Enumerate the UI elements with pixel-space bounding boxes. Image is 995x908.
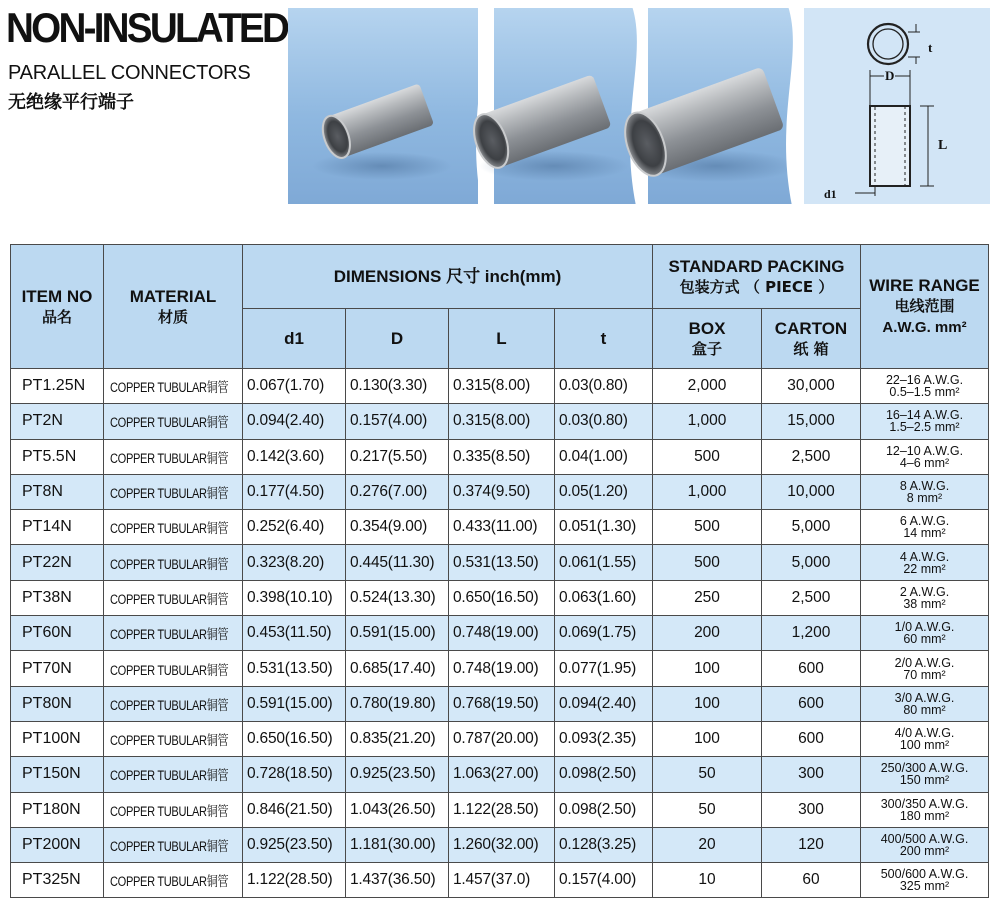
header-wire-unit: A.W.G. mm² [882, 319, 967, 336]
wire-mm2: 100 mm² [899, 738, 950, 753]
cell-box: 500 [653, 510, 762, 545]
cell-material-text: COPPER TUBULAR铜管 [110, 733, 229, 749]
cell-material-text: COPPER TUBULAR铜管 [110, 415, 229, 431]
cell-t: 0.077(1.95) [555, 651, 653, 686]
wire-awg: 400/500 A.W.G. [880, 832, 969, 846]
product-banner [286, 6, 992, 206]
cell-carton: 300 [762, 757, 861, 792]
cell-material [104, 651, 243, 686]
cell-material-text: COPPER TUBULAR铜管 [110, 627, 229, 643]
table-row [11, 827, 989, 862]
cell-material-text: COPPER TUBULAR铜管 [110, 450, 229, 466]
header-carton-label: CARTON [774, 318, 848, 338]
cell-D: 0.157(4.00) [346, 404, 449, 439]
cell-material-text: COPPER TUBULAR铜管 [110, 521, 229, 537]
cell-material-text: COPPER TUBULAR铜管 [110, 768, 229, 784]
cell-box: 100 [653, 686, 762, 721]
cell-wire-range [861, 757, 989, 792]
cell-item-no: PT150N [11, 757, 104, 792]
wire-awg: 8 A.W.G. [899, 479, 950, 494]
wire-mm2: 4–6 mm² [899, 455, 950, 470]
cell-item-no: PT70N [11, 651, 104, 686]
cell-box: 50 [653, 757, 762, 792]
cell-d1: 0.323(8.20) [243, 545, 346, 580]
page-title: NON-INSULATED [6, 4, 288, 51]
header-t: t [555, 309, 653, 369]
cell-D: 1.043(26.50) [346, 792, 449, 827]
table-row [11, 686, 989, 721]
cell-material [104, 580, 243, 615]
cell-carton: 600 [762, 721, 861, 756]
photo-panel-small [288, 8, 478, 204]
cell-box: 50 [653, 792, 762, 827]
cell-d1: 1.122(28.50) [243, 863, 346, 898]
cell-carton: 5,000 [762, 510, 861, 545]
cell-material [104, 545, 243, 580]
cell-material-text: COPPER TUBULAR铜管 [110, 662, 229, 678]
page-subtitle-cn: 无绝缘平行端子 [8, 92, 134, 113]
cell-wire-range [861, 686, 989, 721]
header-box-label: BOX [688, 318, 726, 338]
header-material-cn: 材质 [157, 307, 188, 326]
cell-carton: 2,500 [762, 439, 861, 474]
cell-d1: 0.067(1.70) [243, 369, 346, 404]
cell-material [104, 686, 243, 721]
cell-box: 100 [653, 651, 762, 686]
cell-D: 0.780(19.80) [346, 686, 449, 721]
cell-carton: 300 [762, 792, 861, 827]
cell-L: 1.457(37.0) [449, 863, 555, 898]
spec-table [10, 244, 989, 898]
wire-awg: 4 A.W.G. [899, 549, 950, 564]
cell-item-no: PT100N [11, 721, 104, 756]
cell-box: 250 [653, 580, 762, 615]
wire-mm2: 0.5–1.5 mm² [889, 385, 960, 400]
cell-t: 0.05(1.20) [555, 474, 653, 509]
cell-box: 1,000 [653, 404, 762, 439]
cell-t: 0.04(1.00) [555, 439, 653, 474]
cell-item-no: PT8N [11, 474, 104, 509]
cell-D: 0.591(15.00) [346, 616, 449, 651]
cell-D: 0.445(11.30) [346, 545, 449, 580]
table-row [11, 757, 989, 792]
page-subtitle: PARALLEL CONNECTORS [8, 62, 251, 84]
wire-mm2: 14 mm² [903, 526, 946, 541]
cell-material [104, 616, 243, 651]
cell-carton: 30,000 [762, 369, 861, 404]
cell-d1: 0.846(21.50) [243, 792, 346, 827]
wire-mm2: 22 mm² [903, 561, 946, 576]
wire-mm2: 150 mm² [899, 773, 950, 788]
cell-box: 10 [653, 863, 762, 898]
header-box [653, 309, 762, 369]
header-L: L [449, 309, 555, 369]
cell-t: 0.03(0.80) [555, 369, 653, 404]
cell-d1: 0.650(16.50) [243, 721, 346, 756]
cell-t: 0.098(2.50) [555, 757, 653, 792]
header-item-no-cn: 品名 [41, 307, 72, 326]
cell-L: 0.748(19.00) [449, 651, 555, 686]
cell-item-no: PT22N [11, 545, 104, 580]
diagram-label-d1: d1 [824, 187, 837, 201]
cell-carton: 600 [762, 686, 861, 721]
cell-box: 500 [653, 545, 762, 580]
cell-L: 1.260(32.00) [449, 827, 555, 862]
cell-wire-range [861, 404, 989, 439]
header-carton [762, 309, 861, 369]
table-row [11, 651, 989, 686]
table-row [11, 369, 989, 404]
table-row [11, 792, 989, 827]
cell-L: 0.315(8.00) [449, 404, 555, 439]
cell-d1: 0.142(3.60) [243, 439, 346, 474]
cell-L: 0.787(20.00) [449, 721, 555, 756]
cell-d1: 0.177(4.50) [243, 474, 346, 509]
cell-D: 0.276(7.00) [346, 474, 449, 509]
header-item-no [11, 245, 104, 369]
cell-d1: 0.252(6.40) [243, 510, 346, 545]
wire-awg: 500/600 A.W.G. [880, 867, 969, 882]
table-row [11, 863, 989, 898]
wire-awg: 16–14 A.W.G. [885, 408, 964, 423]
cell-material [104, 369, 243, 404]
cell-material [104, 474, 243, 509]
cell-t: 0.03(0.80) [555, 404, 653, 439]
header-box-cn: 盒子 [691, 339, 722, 358]
cell-wire-range [861, 792, 989, 827]
cell-material [104, 827, 243, 862]
cell-item-no: PT200N [11, 827, 104, 862]
cell-D: 0.835(21.20) [346, 721, 449, 756]
spec-table-container [10, 244, 988, 898]
header-wire-range [861, 245, 989, 369]
cell-d1: 0.398(10.10) [243, 580, 346, 615]
cell-material-text: COPPER TUBULAR铜管 [110, 874, 229, 890]
cell-material-text: COPPER TUBULAR铜管 [110, 697, 229, 713]
wire-mm2: 200 mm² [899, 844, 950, 858]
header-packing-cn: 包装方式 （ PIECE ） [679, 277, 834, 296]
cell-d1: 0.925(23.50) [243, 827, 346, 862]
cell-L: 0.433(11.00) [449, 510, 555, 545]
cell-d1: 0.591(15.00) [243, 686, 346, 721]
cell-item-no: PT5.5N [11, 439, 104, 474]
cell-d1: 0.531(13.50) [243, 651, 346, 686]
cell-L: 0.335(8.50) [449, 439, 555, 474]
wire-awg: 6 A.W.G. [899, 514, 950, 529]
wire-awg: 22–16 A.W.G. [885, 373, 964, 388]
wire-mm2: 325 mm² [899, 879, 950, 894]
cell-L: 0.315(8.00) [449, 369, 555, 404]
cell-carton: 2,500 [762, 580, 861, 615]
cell-material [104, 792, 243, 827]
cell-material-text: COPPER TUBULAR铜管 [110, 556, 229, 572]
cell-carton: 60 [762, 863, 861, 898]
cell-material [104, 510, 243, 545]
cell-t: 0.094(2.40) [555, 686, 653, 721]
wire-awg: 12–10 A.W.G. [885, 443, 964, 458]
cell-t: 0.093(2.35) [555, 721, 653, 756]
wire-mm2: 70 mm² [903, 667, 946, 682]
cell-box: 200 [653, 616, 762, 651]
cell-t: 0.069(1.75) [555, 616, 653, 651]
photo-panel-medium [467, 8, 646, 204]
wire-awg: 2 A.W.G. [899, 584, 950, 599]
cell-d1: 0.453(11.50) [243, 616, 346, 651]
wire-awg: 1/0 A.W.G. [894, 620, 955, 635]
wire-awg: 2/0 A.W.G. [894, 655, 955, 670]
wire-mm2: 60 mm² [903, 632, 946, 647]
cell-material-text: COPPER TUBULAR铜管 [110, 803, 229, 819]
cell-item-no: PT325N [11, 863, 104, 898]
cell-item-no: PT180N [11, 792, 104, 827]
header-item-no-label: ITEM NO [21, 286, 93, 306]
cell-wire-range [861, 474, 989, 509]
wire-awg: 3/0 A.W.G. [894, 690, 955, 705]
table-row [11, 510, 989, 545]
cell-D: 0.217(5.50) [346, 439, 449, 474]
wire-mm2: 180 mm² [899, 808, 950, 823]
cell-item-no: PT1.25N [11, 369, 104, 404]
cell-D: 0.130(3.30) [346, 369, 449, 404]
cell-material-text: COPPER TUBULAR铜管 [110, 486, 229, 502]
cell-wire-range [861, 510, 989, 545]
cell-box: 1,000 [653, 474, 762, 509]
cell-material [104, 439, 243, 474]
cell-box: 500 [653, 439, 762, 474]
wire-mm2: 8 mm² [906, 491, 943, 506]
cell-material-text: COPPER TUBULAR铜管 [110, 380, 229, 396]
cell-wire-range [861, 580, 989, 615]
cell-material-text: COPPER TUBULAR铜管 [110, 839, 229, 854]
table-row [11, 616, 989, 651]
table-row [11, 439, 989, 474]
header-wire-cn: 电线范围 [894, 297, 955, 315]
header-carton-cn: 纸 箱 [793, 339, 829, 358]
cell-D: 0.354(9.00) [346, 510, 449, 545]
cell-item-no: PT80N [11, 686, 104, 721]
header-material-label: MATERIAL [129, 286, 217, 306]
cell-wire-range [861, 721, 989, 756]
table-row [11, 404, 989, 439]
diagram-label-L: L [938, 138, 948, 153]
cell-wire-range [861, 439, 989, 474]
cell-carton: 5,000 [762, 545, 861, 580]
cell-wire-range [861, 651, 989, 686]
cell-carton: 600 [762, 651, 861, 686]
table-row [11, 474, 989, 509]
cell-carton: 15,000 [762, 404, 861, 439]
cell-t: 0.157(4.00) [555, 863, 653, 898]
cell-material [104, 721, 243, 756]
cell-L: 0.768(19.50) [449, 686, 555, 721]
cell-t: 0.128(3.25) [555, 827, 653, 862]
table-row [11, 545, 989, 580]
cell-D: 1.437(36.50) [346, 863, 449, 898]
cell-L: 1.063(27.00) [449, 757, 555, 792]
table-row [11, 721, 989, 756]
cell-item-no: PT14N [11, 510, 104, 545]
header-D: D [346, 309, 449, 369]
cell-wire-range [861, 616, 989, 651]
cell-t: 0.061(1.55) [555, 545, 653, 580]
cell-t: 0.051(1.30) [555, 510, 653, 545]
cell-box: 100 [653, 721, 762, 756]
cell-L: 0.531(13.50) [449, 545, 555, 580]
cell-carton: 1,200 [762, 616, 861, 651]
dimension-diagram [804, 8, 990, 204]
cell-L: 1.122(28.50) [449, 792, 555, 827]
cell-material [104, 404, 243, 439]
header-packing-label: STANDARD PACKING [668, 256, 845, 276]
cell-box: 2,000 [653, 369, 762, 404]
cell-D: 0.925(23.50) [346, 757, 449, 792]
header-dimensions [243, 245, 653, 309]
cell-D: 0.685(17.40) [346, 651, 449, 686]
cell-carton: 120 [762, 827, 861, 862]
cell-D: 0.524(13.30) [346, 580, 449, 615]
cell-wire-range [861, 369, 989, 404]
cell-material [104, 757, 243, 792]
cell-t: 0.063(1.60) [555, 580, 653, 615]
cell-wire-range [861, 545, 989, 580]
cell-L: 0.650(16.50) [449, 580, 555, 615]
wire-mm2: 1.5–2.5 mm² [889, 420, 960, 435]
table-row [11, 580, 989, 615]
spec-table-body [11, 369, 989, 898]
header-dimensions-label: DIMENSIONS 尺寸 inch(mm) [333, 267, 562, 286]
cell-carton: 10,000 [762, 474, 861, 509]
cell-D: 1.181(30.00) [346, 827, 449, 862]
header-d1: d1 [243, 309, 346, 369]
cell-item-no: PT2N [11, 404, 104, 439]
cell-t: 0.098(2.50) [555, 792, 653, 827]
wire-awg: 4/0 A.W.G. [894, 726, 955, 741]
cell-material [104, 863, 243, 898]
header-material [104, 245, 243, 369]
cell-item-no: PT60N [11, 616, 104, 651]
cell-wire-range [861, 827, 989, 862]
wire-awg: 250/300 A.W.G. [880, 761, 969, 776]
wire-awg: 300/350 A.W.G. [880, 796, 969, 811]
diagram-label-t: t [928, 40, 933, 55]
cell-L: 0.374(9.50) [449, 474, 555, 509]
cell-wire-range [861, 863, 989, 898]
header-packing [653, 245, 861, 309]
wire-mm2: 38 mm² [903, 596, 946, 611]
cell-L: 0.748(19.00) [449, 616, 555, 651]
wire-mm2: 80 mm² [903, 702, 946, 717]
cell-material-text: COPPER TUBULAR铜管 [110, 591, 229, 607]
cell-box: 20 [653, 827, 762, 862]
diagram-label-D: D [885, 68, 895, 83]
cell-item-no: PT38N [11, 580, 104, 615]
cell-d1: 0.094(2.40) [243, 404, 346, 439]
header-wire-label: WIRE RANGE [869, 276, 980, 295]
cell-d1: 0.728(18.50) [243, 757, 346, 792]
